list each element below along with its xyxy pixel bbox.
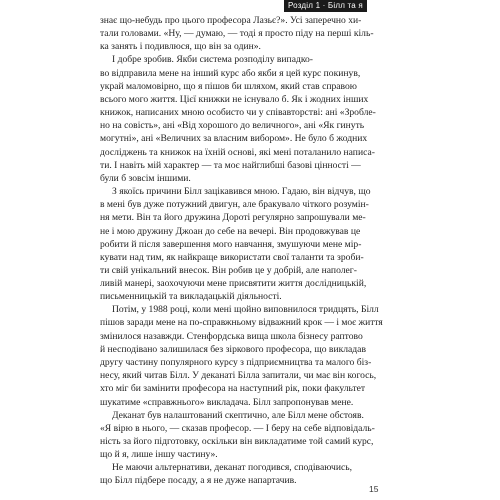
text-line: знає що-небудь про цього професора Лазьє?». Усі заперечно хи- xyxy=(100,15,362,26)
paragraph xyxy=(100,14,384,53)
text-line: другу частину популярного курсу з підприємництва та малого біз- xyxy=(100,357,372,369)
text-line: Деканат був налаштований скептично, але Білл мене обстояв. xyxy=(112,409,364,421)
text-line: хто міг би замінити професора на наступний рік, поки факультет xyxy=(100,383,366,395)
text-line: що Білл підбере посаду, а я не дуже напартачив. xyxy=(100,475,297,487)
text-line: Не маючи альтернативи, деканат погодився, сподіваючись, xyxy=(112,462,352,474)
text-line: З якоїсь причини Білл зацікавився мною. Гадаю, він відчув, що xyxy=(112,186,371,198)
text-line: тали головами. «Ну, — думаю, — тоді я просто піду на перші кіль- xyxy=(100,28,374,40)
text-line: ти свій унікальний внесок. Він робив це у добрій, але наполег- xyxy=(100,264,357,276)
text-line: ка занять і подивлюся, що він за один». xyxy=(100,41,261,53)
body-text xyxy=(100,14,384,488)
page-number: 15 xyxy=(369,484,379,494)
text-line: Потім, у 1988 році, коли мені щойно виповнилося тридцять, Білл xyxy=(112,304,379,316)
text-line: письменницькій та викладацькій діяльності. xyxy=(100,291,282,303)
text-line: пішов заради мене на по-справжньому відважний крок — і моє життя xyxy=(100,317,383,328)
text-line: могутні», ані «Величних за власним вибором». Не було б жодних xyxy=(100,133,368,145)
paragraph xyxy=(100,409,384,462)
text-line: книжок, написаних мною особисто чи у співавторстві: ані «Зробле- xyxy=(100,107,376,119)
text-line: во відправила мене на інший курс або якби я цей курс покинув, xyxy=(100,67,361,79)
text-line: ність за його підготовку, оскільки він викладатиме той самий курс, xyxy=(100,436,374,447)
text-line: ливій манері, заохочуючи мене присвятити життя дослідницькій, xyxy=(100,278,367,290)
text-line: змінилося назавжди. Стенфордська вища школа бізнесу раптово xyxy=(100,330,363,342)
paragraph xyxy=(100,461,384,487)
text-line: кувати над тим, як найкраще використати свої таланти та зроби- xyxy=(100,251,364,263)
text-line: були б зовсім іншими. xyxy=(100,172,191,184)
text-line: що й я, лише іншу частину». xyxy=(100,449,218,461)
text-line: досліджень та книжок на їхній основі, які мені поталанило написа- xyxy=(100,146,375,158)
text-line: «Я вірю в нього, — сказав професор. — І беру на себе відповідаль- xyxy=(100,422,375,434)
text-line: й несподівано залишилася без зіркового професора, що викладав xyxy=(100,343,366,355)
text-line: робити й після завершення мого навчання, змушуючи мене мір- xyxy=(100,238,362,250)
text-line: всього мого життя. Цієї книжки не існувало б. Як і жодних інших xyxy=(100,93,369,105)
text-line: украй маломовірно, що я пішов би шляхом, який став справою xyxy=(100,80,357,92)
text-line: ня мети. Він та його дружина Дороті регулярно запрошували ме- xyxy=(100,212,366,224)
text-line: но на совість», ані «Від хорошого до величного», ані «Як гинуть xyxy=(100,120,365,132)
running-header: Розділ 1 · Білл та я xyxy=(284,0,367,12)
text-line: не і мою дружину Джоан до себе на вечері. Він продовжував це xyxy=(100,225,361,237)
text-line: шукатиме «справжнього» викладача. Білл запропонував мене. xyxy=(100,396,354,408)
paragraph xyxy=(100,303,384,408)
text-line: І добре зробив. Якби система розподілу випадко- xyxy=(112,54,313,66)
text-line: несу, який читав Білл. У деканаті Білла запитали, чи має він когось, xyxy=(100,370,377,382)
paragraph xyxy=(100,53,384,185)
paragraph xyxy=(100,185,384,303)
text-line: в мені був дуже потужний двигун, але бракувало чіткого розумін- xyxy=(100,199,369,211)
text-line: ти. І навіть мій характер — та моє найглибші базові цінності — xyxy=(100,159,361,171)
